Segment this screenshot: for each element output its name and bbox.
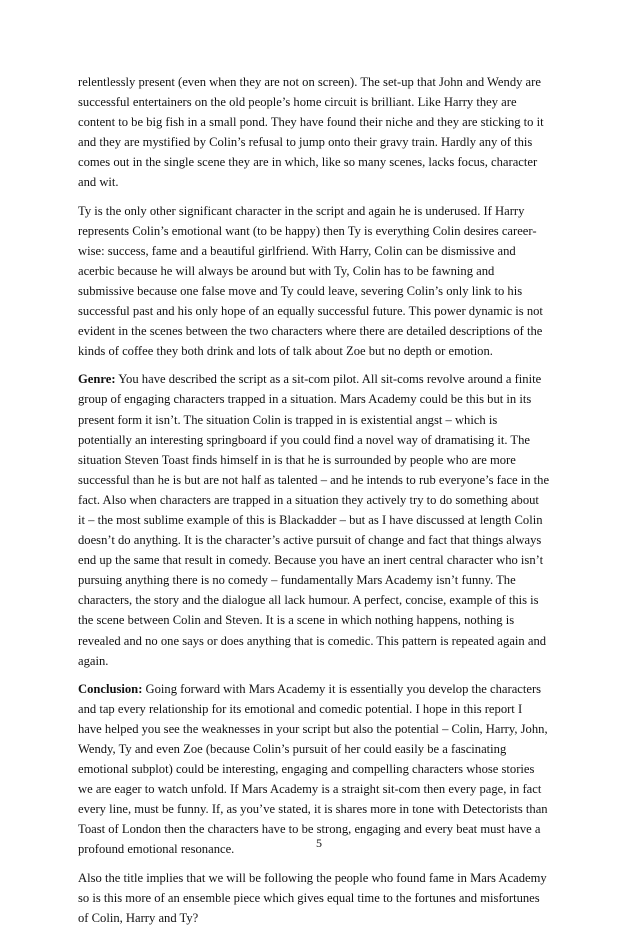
text-line: it – the most sublime example of this is Blackadder – but as I have discussed at length Colin xyxy=(78,512,543,527)
text-line: successful entertainers on the old people’s home circuit is brilliant. Like Harry they are xyxy=(78,95,517,110)
conclusion-label: Conclusion: xyxy=(78,681,143,696)
text-line: of Colin, Harry and Ty? xyxy=(78,910,199,925)
text-line: group of engaging characters trapped in a situation. Mars Academy could be this but in its xyxy=(78,392,532,407)
text-line: situation Steven Toast finds himself in is that he is surrounded by people who are more xyxy=(78,452,516,467)
text-line: we are eager to watch unfold. If Mars Academy is a straight sit-com then every page, in fact xyxy=(78,782,542,797)
text-line: Wendy, Ty and even Zoe (because Colin’s pursuit of her could easily be a fascinating xyxy=(78,742,507,756)
document-page xyxy=(78,72,564,936)
text-line: acerbic because he will always be around but with Ty, Colin has to be fawning and xyxy=(78,263,495,278)
text-line: and tap every relationship for its emotional and comedic potential. I hope in this report I xyxy=(78,701,523,716)
text-run: Going forward with Mars Academy it is essentially you develop the characters xyxy=(142,681,542,696)
text-line: so is this more of an ensemble piece which gives equal time to the fortunes and misfortunes xyxy=(78,890,540,905)
paragraph-ty xyxy=(78,201,564,362)
text-line: characters, the story and the dialogue all lack humour. A perfect, concise, example of this is xyxy=(78,593,539,608)
text-line: pursuing anything there is no comedy – fundamentally Mars Academy isn’t funny. The xyxy=(78,573,516,588)
text-run: You have described the script as a sit-com pilot. All sit-coms revolve around a finite xyxy=(115,372,542,387)
text-line: and wit. xyxy=(78,175,119,190)
text-line: successful past and his only hope of an equally successful future. This power dynamic is not xyxy=(78,304,543,319)
text-line: comes out in the single scene they are in which, like so many scenes, lacks focus, character xyxy=(78,155,538,170)
paragraph-john-and-wendy xyxy=(78,72,564,193)
text-line: wise: success, fame and a beautiful girlfriend. With Harry, Colin can be dismissive and xyxy=(78,243,516,258)
text-line: Toast of London then the characters have to be strong, engaging and every beat must have a xyxy=(78,822,541,837)
text-line xyxy=(78,679,564,699)
text-line: fact. Also when characters are trapped in a situation they actively try to do something about xyxy=(78,492,539,507)
paragraph-genre xyxy=(78,369,564,670)
paragraph-title xyxy=(78,868,564,928)
text-line: end up the same that result in comedy. Because you have an inert central character who isn’t xyxy=(78,553,544,568)
text-line: submissive because one false move and Ty could leave, severing Colin’s only link to his xyxy=(78,283,523,298)
text-line: profound emotional resonance. xyxy=(78,842,235,857)
text-line: represents Colin’s emotional want (to be happy) then Ty is everything Colin desires career- xyxy=(78,223,537,238)
text-line: content to be big fish in a small pond. They have found their niche and they are sticking to it xyxy=(78,115,544,130)
text-line: and they are mystified by Colin’s refusal to jump onto their gravy train. Hardly any of this xyxy=(78,135,533,150)
text-line: relentlessly present (even when they are not on screen). The set-up that John and Wendy are xyxy=(78,75,541,89)
text-line xyxy=(78,369,564,389)
page-number: 5 xyxy=(316,836,322,850)
text-line: Also the title implies that we will be following the people who found fame in Mars Academy xyxy=(78,870,547,885)
text-line: every line, must be funny. If, as you’ve stated, it is shares more in tone with Detectorists than xyxy=(78,802,548,817)
text-line: again. xyxy=(78,653,109,668)
text-line: emotional subplot) could be interesting, engaging and compelling characters whose stories xyxy=(78,762,535,777)
text-line: Ty is the only other significant character in the script and again he is underused. If Harry xyxy=(78,203,525,218)
text-line: doesn’t do anything. It is the character’s active pursuit of change and fact that things always xyxy=(78,533,542,548)
genre-label: Genre: xyxy=(78,372,116,387)
text-line: have helped you see the weaknesses in your script but also the potential – Colin, Harry, John, xyxy=(78,721,548,736)
text-line: potentially an interesting springboard if you could find a novel way of dramatising it. The xyxy=(78,432,530,447)
text-line: present form it isn’t. The situation Colin is trapped in is existential angst – which is xyxy=(78,412,498,427)
paragraph-conclusion xyxy=(78,679,564,860)
text-line: revealed and no one says or does anything that is comedic. This pattern is repeated again and xyxy=(78,633,547,648)
text-line: successful than he is but are not half as talented – and he intends to rub everyone’s face in the xyxy=(78,472,550,487)
text-line: kinds of coffee they both drink and lots of talk about Zoe but no depth or emotion. xyxy=(78,344,493,359)
text-line: evident in the scenes between the two characters where there are detailed descriptions of the xyxy=(78,324,543,339)
text-line: the scene between Colin and Steven. It is a scene in which nothing happens, nothing is xyxy=(78,613,515,628)
